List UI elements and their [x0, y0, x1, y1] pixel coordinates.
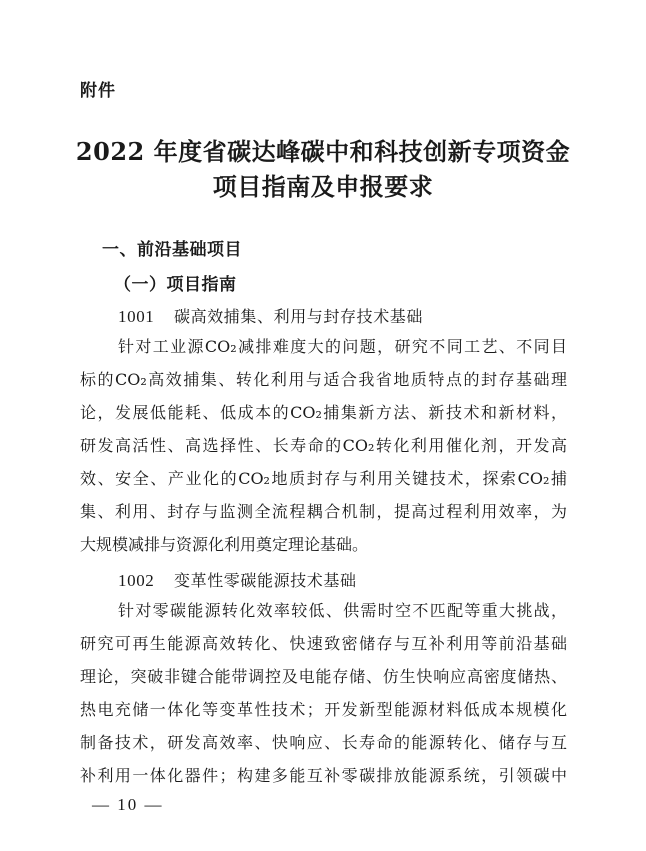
paragraph-line: 研发高活性、高选择性、长寿命的CO₂转化利用催化剂，开发高	[80, 436, 567, 455]
item-heading-1001	[118, 304, 423, 327]
item-paragraph-1002	[80, 594, 567, 792]
item-title: 碳高效捕集、利用与封存技术基础	[174, 307, 424, 326]
paragraph-line: 集、利用、封存与监测全流程耦合机制，提高过程利用效率，为	[80, 502, 567, 521]
item-code: 1001	[118, 307, 155, 326]
paragraph-line: 研究可再生能源高效转化、快速致密储存与互补利用等前沿基础	[80, 634, 567, 653]
paragraph-line: 标的CO₂高效捕集、转化利用与适合我省地质特点的封存基础理	[80, 370, 567, 389]
paragraph-line: 大规模减排与资源化利用奠定理论基础。	[80, 535, 369, 554]
document-title-line-2: 项目指南及申报要求	[212, 172, 434, 201]
paragraph-line: 理论，突破非键合能带调控及电能存储、仿生快响应高密度储热、	[80, 667, 567, 686]
section-heading: 一、前沿基础项目	[102, 240, 242, 260]
paragraph-line: 针对工业源CO₂减排难度大的问题，研究不同工艺、不同目	[118, 337, 567, 356]
item-title: 变革性零碳能源技术基础	[174, 571, 357, 590]
paragraph-line: 针对零碳能源转化效率较低、供需时空不匹配等重大挑战，	[118, 601, 567, 620]
item-paragraph-1001	[80, 330, 567, 561]
page-number: — 10 —	[92, 795, 164, 814]
subsection-heading: （一）项目指南	[114, 275, 237, 295]
paragraph-line: 制备技术，研发高效率、快响应、长寿命的能源转化、储存与互	[80, 733, 567, 752]
paragraph-line: 论，发展低能耗、低成本的CO₂捕集新方法、新技术和新材料，	[80, 403, 567, 422]
attachment-label: 附件	[80, 81, 116, 101]
paragraph-line: 效、安全、产业化的CO₂地质封存与利用关键技术，探索CO₂捕	[80, 469, 567, 488]
item-code: 1002	[118, 571, 155, 590]
document-title-line-1: 2022 年度省碳达峰碳中和科技创新专项资金	[75, 137, 571, 166]
item-heading-1002	[118, 568, 357, 591]
paragraph-line: 热电充储一体化等变革性技术；开发新型能源材料低成本规模化	[80, 700, 567, 719]
paragraph-line: 补利用一体化器件；构建多能互补零碳排放能源系统，引领碳中	[80, 766, 567, 785]
